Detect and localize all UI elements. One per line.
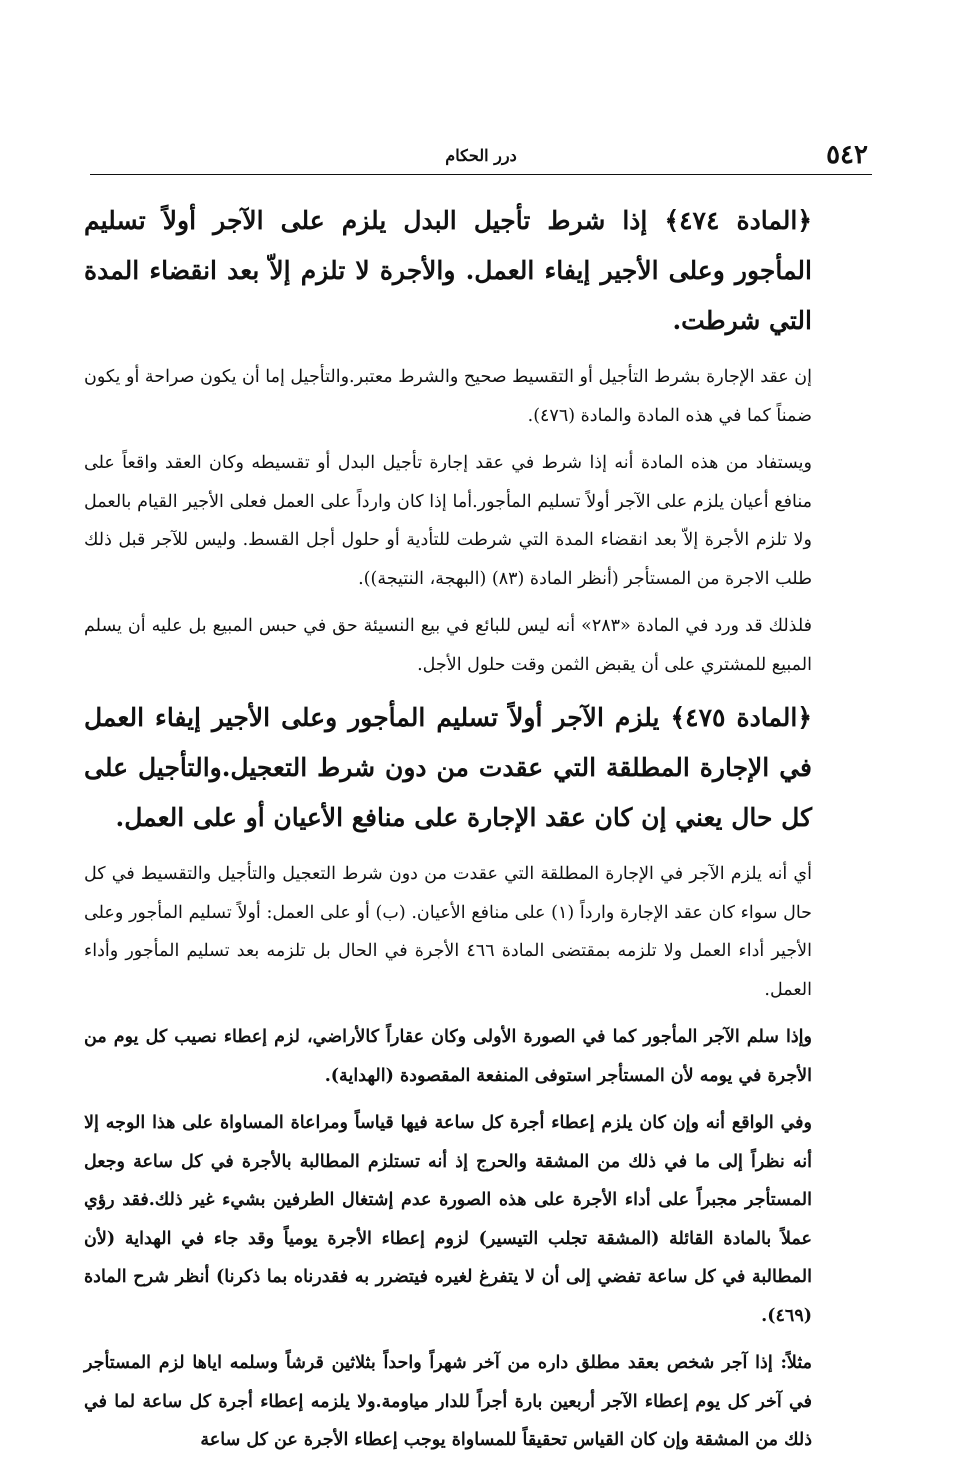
article-475-heading: ﴿المادة ٤٧٥﴾ يلزم الآجر أولاً تسليم المأجور وعلى الأجير إيفاء العمل في الإجارة المطلقة التي عقدت من دون شرط التعجيل.والتأجيل على كل حال يعني إن كان عقد الإجارة على منافع الأعيان أو على العمل.: [84, 703, 812, 832]
page-number: ٥٤٢: [826, 140, 868, 170]
page-body: [84, 196, 812, 1469]
body-paragraph: أي أنه يلزم الآجر في الإجارة المطلقة التي عقدت من دون شرط التعجيل والتأجيل والتقسيط في كل حال سواء كان عقد الإجارة وارداً (١) على منافع الأعيان. (ب) أو على العمل: أولاً تسليم المأجور وعلى الأجير أداء العمل ولا تلزمه بمقتضى المادة ٤٦٦ الأجرة في الحال بل تلزمه بعد تسليم المأجور وأداء العمل.: [84, 864, 812, 1000]
body-paragraph: ويستفاد من هذه المادة أنه إذا شرط في عقد إجارة تأجيل البدل أو تقسيطه وكان العقد واقعاً على منافع أعيان يلزم على الآجر أولاً تسليم المأجور.أما إذا كان وارداً على العمل فعلى الأجير القيام بالعمل ولا تلزم الأجرة إلاّ بعد انقضاء المدة التي شرطت للتأدية أو حلول أجل القسط. وليس للآجر قبل ذلك طلب الاجرة من المستأجر (أنظر المادة (٨٣) (البهجة، النتيجة)).: [84, 453, 812, 589]
body-paragraph: وإذا سلم الآجر المأجور كما في الصورة الأولى وكان عقاراً كالأراضي، لزم إعطاء نصيب كل يوم من الأجرة في يومه لأن المستأجر استوفى المنفعة المقصودة (الهداية).: [84, 1027, 812, 1086]
body-paragraph: فلذلك قد ورد في المادة «٢٨٣» أنه ليس للبائع في بيع النسيئة حق في حبس المبيع بل عليه أن يسلم المبيع للمشتري على أن يقبض الثمن وقت حلول الأجل.: [84, 616, 812, 675]
body-paragraph: إن عقد الإجارة بشرط التأجيل أو التقسيط صحيح والشرط معتبر.والتأجيل إما أن يكون صراحة أو يكون ضمناً كما في هذه المادة والمادة (٤٧٦).: [84, 367, 812, 426]
body-paragraph: وفي الواقع أنه وإن كان يلزم إعطاء أجرة كل ساعة فيها قياساً ومراعاة المساواة على هذا الوجه إلا أنه نظراً إلى ما في ذلك من المشقة والحرج إذ أنه تستلزم المطالبة بالأجرة في كل ساعة وجعل المستأجر مجبراً على أداء الأجرة على هذه الصورة عدم إشتغال الطرفين بشيء غير ذلك.فقد رؤي عملاً بالمادة القائلة (المشقة تجلب التيسير) لزوم إعطاء الأجرة يومياً وقد جاء في الهداية (لأن المطالبة في كل ساعة تفضي إلى أن لا يتفرغ لغيره فيتضرر به فقدرناه بما ذكرنا) أنظر شرح المادة (٤٦٩).: [84, 1113, 812, 1326]
article-474-heading: ﴿المادة ٤٧٤﴾ إذا شرط تأجيل البدل يلزم على الآجر أولاً تسليم المأجور وعلى الأجير إيفاء العمل. والأجرة لا تلزم إلاّ بعد انقضاء المدة التي شرطت.: [84, 206, 812, 335]
running-title: درر الحكام: [445, 146, 517, 165]
body-paragraph: مثلاً: إذا آجر شخص بعقد مطلق داره من آخر شهراً واحداً بثلاثين قرشاً وسلمه اياها لزم المستأجر في آخر كل يوم إعطاء الآجر أربعين بارة أجراً للدار مياومة.ولا يلزمه إعطاء أجرة كل ساعة لما في ذلك من المشقة وإن كان القياس تحقيقاً للمساواة يوجب إعطاء الأجرة عن كل ساعة: [84, 1353, 812, 1450]
page-header: [90, 140, 872, 175]
